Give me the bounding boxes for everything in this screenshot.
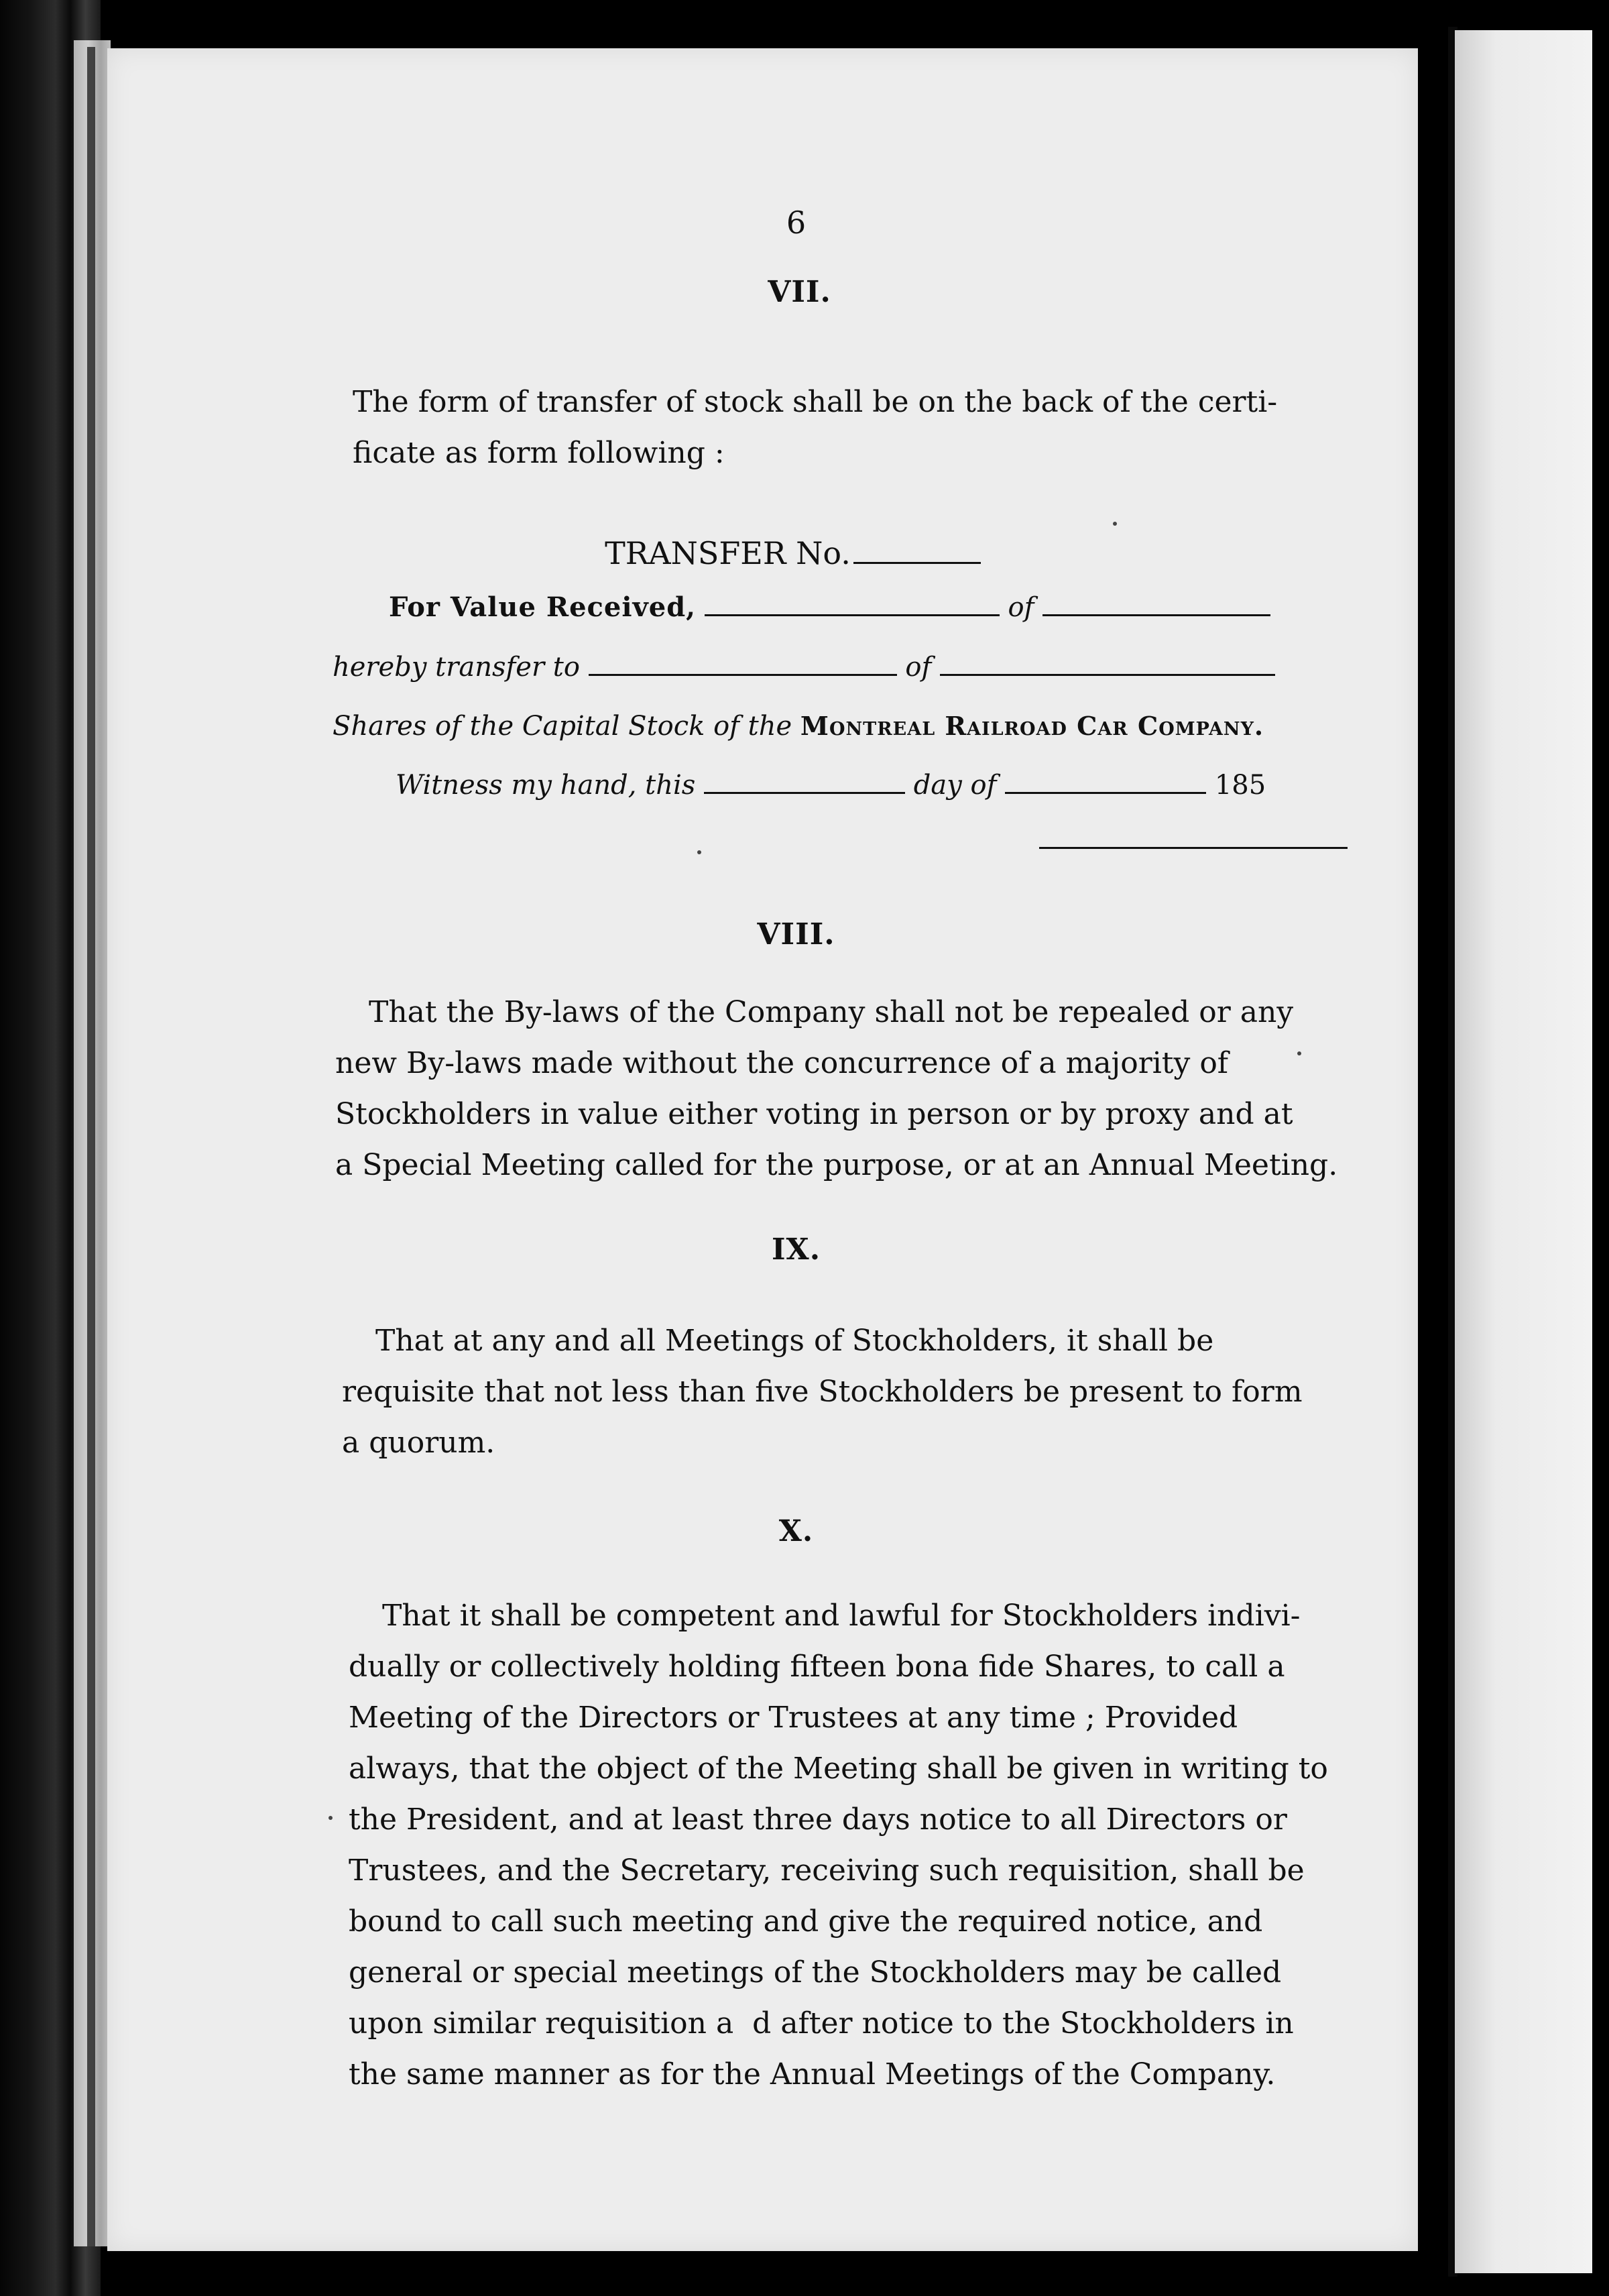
for-value-received-label: For Value Received, (389, 591, 697, 623)
section-heading-vii: VII. (768, 275, 831, 309)
paragraph-line: Stockholders in value either voting in person or by proxy and at (335, 1097, 1293, 1131)
paragraph-line: Trustees, and the Secretary, receiving such requisition, shall be (349, 1853, 1305, 1888)
form-line-value-received (389, 591, 1270, 623)
section-ix-paragraph (342, 1316, 1388, 1469)
paragraph-line: Meeting of the Directors or Trustees at any time ; Provided (349, 1701, 1238, 1735)
of-label: of (1008, 592, 1034, 623)
company-name: Montreal Railroad Car Company. (800, 711, 1264, 741)
document-page (107, 48, 1418, 2251)
section-heading-viii: VIII. (757, 917, 835, 952)
witness-label: Witness my hand, this (396, 770, 696, 801)
section-vii-intro (353, 377, 1372, 479)
paragraph-line: dually or collectively holding fifteen bona fide Shares, to call a (349, 1650, 1285, 1684)
transfer-title-text: TRANSFER No. (605, 535, 851, 571)
form-line-transfer-to (333, 652, 1275, 683)
received-of-blank (1042, 614, 1270, 616)
paragraph-line: a Special Meeting called for the purpose, or at an Annual Meeting. (335, 1148, 1338, 1182)
section-vii-intro-line: The form of transfer of stock shall be on the back of the certi- (353, 385, 1278, 419)
paragraph-line: That at any and all Meetings of Stockholders, it shall be (375, 1324, 1214, 1358)
paragraph-line: always, that the object of the Meeting shall be given in writing to (349, 1752, 1328, 1786)
received-from-blank (705, 614, 1000, 616)
section-heading-ix: IX. (771, 1232, 821, 1267)
adjacent-page (1455, 30, 1592, 2273)
paragraph-line: requisite that not less than five Stockholders be present to form (342, 1375, 1303, 1409)
day-of-label: day of (913, 770, 997, 801)
signature-line (1039, 846, 1348, 849)
print-speck (1297, 1051, 1301, 1055)
section-viii-paragraph (335, 987, 1381, 1191)
transfer-to-label: hereby transfer to (333, 652, 580, 683)
paragraph-line: the same manner as for the Annual Meetings of the Company. (349, 2057, 1276, 2091)
transfer-to-blank (589, 673, 897, 676)
paragraph-line: That it shall be competent and lawful for Stockholders indivi- (382, 1599, 1301, 1633)
section-vii-intro-line: ficate as form following : (353, 436, 725, 470)
print-speck (1113, 522, 1117, 526)
print-speck (697, 850, 701, 854)
form-line-witness (396, 770, 1266, 801)
paragraph-line: bound to call such meeting and give the required notice, and (349, 1904, 1263, 1939)
section-heading-x: X. (778, 1514, 814, 1548)
transfer-of-blank (940, 673, 1275, 676)
paragraph-line: new By-laws made without the concurrence of a majority of (335, 1046, 1229, 1080)
form-line-shares (333, 711, 1264, 742)
shares-text: Shares of the Capital Stock of the (333, 711, 800, 742)
paragraph-line: upon similar requisition a d after notice to the Stockholders in (349, 2006, 1294, 2041)
witness-day-blank (704, 791, 905, 794)
book-spine-shadow (87, 47, 95, 2246)
witness-month-blank (1005, 791, 1206, 794)
paragraph-line: general or special meetings of the Stockholders may be called (349, 1955, 1282, 1990)
transfer-number-blank (853, 561, 981, 564)
year-prefix: 185 (1214, 770, 1266, 801)
paragraph-line: a quorum. (342, 1426, 495, 1460)
of-label: of (905, 652, 932, 683)
section-x-paragraph (349, 1591, 1394, 2100)
paragraph-line: the President, and at least three days notice to all Directors or (349, 1802, 1287, 1837)
paragraph-line: That the By-laws of the Company shall not be repealed or any (369, 995, 1294, 1029)
transfer-form-title (107, 535, 1418, 571)
page-number: 6 (786, 205, 807, 241)
print-speck (329, 1816, 333, 1820)
